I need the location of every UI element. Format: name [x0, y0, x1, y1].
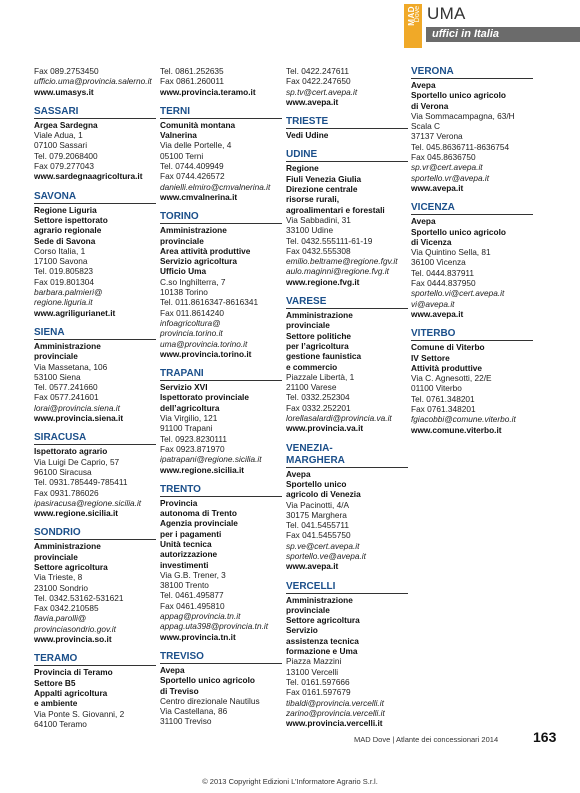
email-link[interactable]: sportello.vi@cert.avepa.it — [411, 288, 505, 299]
entry-detail-line: Via Massetana, 106 — [34, 361, 108, 372]
entry-office-name: Comune di Viterbo — [411, 342, 485, 353]
header-tab-label-dove: Dove — [414, 6, 421, 23]
entry-office-name: Settore politiche — [286, 330, 352, 341]
entry-office-name: provinciale — [34, 551, 78, 562]
entry-detail-line: Via Pacinotti, 4/A — [286, 499, 350, 510]
entry-city-heading: VERONA — [411, 66, 533, 79]
website-link[interactable]: www.provincia.va.it — [286, 423, 364, 434]
entry-city-heading: VICENZA — [411, 202, 533, 215]
entry-office-name: Regione Liguria — [34, 204, 97, 215]
website-link[interactable]: www.umasys.it — [34, 86, 94, 97]
entry-detail-line: Fax 041.5455750 — [286, 530, 351, 541]
entry-office-name: Provincia — [160, 497, 198, 508]
entry-office-name: Amministrazione — [160, 225, 227, 236]
entry-detail-line: Fax 0931.786026 — [34, 487, 99, 498]
entry-detail-line: 07100 Sassari — [34, 140, 88, 151]
entry-office-name: Direzione centrale — [286, 184, 358, 195]
entry-city-heading: TERAMO — [34, 653, 156, 666]
entry-office-name: Fiuli Venezia Giulia — [286, 173, 362, 184]
entry-office-name: Settore ispettorato — [34, 214, 108, 225]
entry-office-name: Agenzia provinciale — [160, 518, 238, 529]
entry-office-name: agroalimentari e forestali — [286, 204, 385, 215]
entry-detail-line: Fax 0332.252201 — [286, 402, 351, 413]
entry-office-name: e ambiente — [34, 698, 78, 709]
entry-detail-line: Tel. 041.5455711 — [286, 520, 350, 531]
entry-detail-line: Scala C — [411, 121, 441, 132]
entry-office-name: risorse rurali, — [286, 194, 340, 205]
directory-entry — [160, 484, 282, 642]
directory-entry — [286, 149, 408, 287]
entry-office-name: agrario regionale — [34, 225, 102, 236]
column-2 — [160, 66, 282, 736]
entry-detail-line: Tel. 0461.495877 — [160, 590, 224, 601]
website-link[interactable]: www.provincia.so.it — [34, 634, 112, 645]
entry-detail-line: Tel. 011.8616347-8616341 — [160, 297, 259, 308]
entry-city-heading: TRIESTE — [286, 116, 408, 129]
entry-detail-line: Via Luigi De Caprio, 57 — [34, 456, 120, 467]
website-link[interactable]: www.provincia.torino.it — [160, 348, 252, 359]
entry-office-name: per i pagamenti — [160, 528, 222, 539]
entry-city-heading: UDINE — [286, 149, 408, 162]
entry-city-heading: SONDRIO — [34, 527, 156, 540]
directory-entry — [160, 66, 282, 97]
entry-office-name: Vedi Udine — [286, 130, 329, 141]
entry-detail-line: Fax 0444.837950 — [411, 278, 476, 289]
email-link[interactable]: aulo.maginni@regione.fvg.it — [286, 266, 389, 277]
entry-detail-line: Fax 089.2753450 — [34, 66, 99, 76]
entry-office-name: provinciale — [34, 351, 78, 362]
entry-detail-line: Tel. 0161.597666 — [286, 676, 350, 687]
entry-office-name: autorizzazione — [160, 549, 218, 560]
entry-office-name: di Treviso — [160, 685, 199, 696]
email-link[interactable]: uma@provincia.torino.it — [160, 338, 248, 349]
entry-detail-line: Piazzale Libertà, 1 — [286, 371, 355, 382]
entry-detail-line: Corso Italia, 1 — [34, 245, 86, 256]
entry-office-name: Sportello unico agricolo — [160, 675, 255, 686]
entry-office-name: Regione — [286, 163, 319, 174]
entry-office-name: Argea Sardegna — [34, 119, 98, 130]
entry-office-name: Servizio XVI — [160, 382, 208, 393]
entry-detail-line: Tel. 0342.53162-531621 — [34, 592, 124, 603]
entry-detail-line: Tel. 0432.555111-61-19 — [286, 235, 373, 246]
entry-city-heading: VITERBO — [411, 328, 533, 341]
footer-text: MAD Dove | Atlante dei concessionari 2014 — [354, 735, 499, 744]
entry-detail-line: Fax 0761.348201 — [411, 404, 476, 415]
entry-detail-line: Fax 011.8614240 — [160, 307, 224, 318]
entry-office-name: IV Settore — [411, 352, 450, 363]
entry-city-heading: TREVISO — [160, 651, 282, 664]
email-link[interactable]: lorai@provincia.siena.it — [34, 402, 120, 413]
entry-detail-line: Tel. 0332.252304 — [286, 392, 350, 403]
entry-office-name: gestione faunistica — [286, 351, 362, 362]
entry-office-name: Sportello unico agricolo — [411, 226, 506, 237]
website-link[interactable]: www.provincia.teramo.it — [160, 86, 256, 97]
entry-detail-line: Tel. 0577.241660 — [34, 382, 98, 393]
entry-detail-line: Fax 0161.597679 — [286, 687, 351, 698]
entry-detail-line: Tel. 0444.837911 — [411, 267, 475, 278]
entry-detail-line: 17100 Savona — [34, 256, 88, 267]
entry-city-heading: SIRACUSA — [34, 432, 156, 445]
entry-detail-line: 10138 Torino — [160, 287, 208, 298]
email-link[interactable]: ufficio.uma@provincia.salerno.it — [34, 76, 152, 87]
email-link[interactable]: tibaldi@provincia.vercelli.it — [286, 697, 384, 708]
entry-office-name: Appalti agricoltura — [34, 687, 108, 698]
entry-office-name: agricolo di Venezia — [286, 489, 361, 500]
entry-office-name: Comunità montana — [160, 119, 236, 130]
entry-office-name: per l’agricoltura — [286, 340, 349, 351]
directory-entry — [286, 296, 408, 434]
entry-office-name: investimenti — [160, 559, 209, 570]
entry-detail-line: Centro direzionale Nautilus — [160, 695, 260, 706]
directory-entry — [34, 653, 156, 729]
directory-entry — [34, 191, 156, 318]
entry-detail-line: 01100 Viterbo — [411, 383, 462, 394]
entry-office-name: provinciale — [160, 235, 204, 246]
email-link[interactable]: sp.vr@cert.avepa.it — [411, 162, 483, 173]
entry-detail-line: C.so Inghilterra, 7 — [160, 276, 226, 287]
page-number: 163 — [533, 729, 557, 745]
directory-entry — [286, 116, 408, 140]
website-link[interactable]: www.provincia.vercelli.it — [286, 718, 383, 729]
entry-detail-line: Viale Adua, 1 — [34, 130, 83, 141]
entry-detail-line: 91100 Trapani — [160, 423, 213, 434]
website-link[interactable]: www.agriligurianet.it — [34, 307, 116, 318]
entry-detail-line: Via Quintino Sella, 81 — [411, 247, 491, 258]
entry-office-name: Settore agricoltura — [34, 561, 108, 572]
entry-detail-line: Fax 0861.260011 — [160, 76, 224, 87]
entry-office-name: Area attività produttive — [160, 245, 251, 256]
entry-city-heading: TRAPANI — [160, 368, 282, 381]
email-link[interactable]: appag.uta398@provincia.tn.it — [160, 621, 269, 632]
website-link[interactable]: www.regione.sicilia.it — [160, 464, 245, 475]
directory-entry — [411, 328, 533, 435]
column-1 — [34, 66, 156, 738]
entry-office-name: Servizio agricoltura — [160, 256, 238, 267]
entry-detail-line: Tel. 0744.409949 — [160, 161, 224, 172]
entry-office-name: Servizio — [286, 625, 318, 636]
entry-city-heading: SASSARI — [34, 106, 156, 119]
email-link[interactable]: fgiacobbi@comune.viterbo.it — [411, 414, 516, 425]
entry-office-name: Amministrazione — [286, 594, 353, 605]
entry-detail-line: 33100 Udine — [286, 225, 334, 236]
entry-office-name: Amministrazione — [34, 340, 101, 351]
email-link[interactable]: zarino@provincia.vercelli.it — [286, 707, 385, 718]
entry-office-name: provinciale — [286, 320, 330, 331]
email-link[interactable]: ipatrapani@regione.sicilia.it — [160, 454, 262, 465]
directory-entry — [160, 106, 282, 202]
entry-office-name: autonoma di Trento — [160, 508, 237, 519]
entry-detail-line: Fax 0744.426572 — [160, 171, 225, 182]
directory-entry — [34, 527, 156, 644]
entry-city-heading: SIENA — [34, 327, 156, 340]
directory-entry — [411, 202, 533, 319]
entry-detail-line: Piazza Mazzini — [286, 656, 342, 667]
header-tab-label-mad: MAD — [407, 6, 416, 26]
entry-detail-line: 23100 Sondrio — [34, 582, 88, 593]
entry-detail-line: Tel. 0861.252635 — [160, 66, 224, 76]
entry-office-name: Sportello unico — [286, 478, 347, 489]
entry-city-heading: SAVONA — [34, 191, 156, 204]
entry-office-name: Ispettorato provinciale — [160, 392, 249, 403]
entry-detail-line: Via Castellana, 86 — [160, 706, 228, 717]
entry-detail-line: Tel. 0422.247611 — [286, 66, 350, 76]
website-link[interactable]: www.provincia.siena.it — [34, 413, 124, 424]
email-link[interactable]: appag@provincia.tn.it — [160, 611, 241, 622]
header-subtitle: uffici in Italia — [432, 28, 500, 40]
entry-detail-line: Fax 0342.210585 — [34, 603, 99, 614]
entry-detail-line: 36100 Vicenza — [411, 257, 466, 268]
entry-detail-line: Fax 0923.871970 — [160, 443, 225, 454]
entry-detail-line: Via C. Agnesotti, 22/E — [411, 373, 492, 384]
entry-detail-line: Via Sommacampagna, 63/H — [411, 110, 515, 121]
header-title: UMA — [427, 4, 466, 23]
entry-detail-line: 64100 Teramo — [34, 718, 87, 729]
entry-office-name: Avepa — [411, 216, 436, 227]
directory-entry — [34, 106, 156, 182]
entry-office-name: Valnerina — [160, 130, 197, 141]
website-link[interactable]: www.cmvalnerina.it — [160, 191, 238, 202]
email-link[interactable]: sp.tv@cert.avepa.it — [286, 86, 358, 97]
directory-entry — [160, 368, 282, 475]
entry-office-name: Avepa — [160, 664, 185, 675]
entry-office-name: di Verona — [411, 100, 449, 111]
directory-entry — [160, 651, 282, 727]
entry-city-heading: TERNI — [160, 106, 282, 119]
entry-office-name: Provincia di Teramo — [34, 667, 113, 678]
directory-entry — [34, 432, 156, 518]
email-link[interactable]: flavia.parolli@ — [34, 613, 87, 624]
entry-detail-line: Fax 019.801304 — [34, 276, 94, 287]
website-link[interactable]: www.avepa.it — [411, 308, 464, 319]
entry-detail-line: 53100 Siena — [34, 371, 81, 382]
email-link[interactable]: sportello.ve@avepa.it — [286, 550, 366, 561]
entry-detail-line: Via Virgilio, 121 — [160, 413, 218, 424]
entry-detail-line: 30175 Marghera — [286, 509, 347, 520]
email-link[interactable]: provinciasondrio.gov.it — [34, 623, 116, 634]
email-link[interactable]: regione.liguria.it — [34, 297, 93, 308]
entry-detail-line: Fax 0461.495810 — [160, 600, 225, 611]
entry-office-name: dell’agricoltura — [160, 402, 220, 413]
email-link[interactable]: sp.ve@cert.avepa.it — [286, 540, 360, 551]
entry-detail-line: Tel. 045.8636711-8636754 — [411, 141, 510, 152]
entry-detail-line: 38100 Trento — [160, 580, 209, 591]
entry-detail-line: Tel. 0931.785449-785411 — [34, 477, 128, 488]
entry-detail-line: Tel. 0761.348201 — [411, 393, 475, 404]
entry-detail-line: Via Trieste, 8 — [34, 572, 83, 583]
entry-office-name: provinciale — [286, 604, 330, 615]
entry-city-heading: VARESE — [286, 296, 408, 309]
directory-entry — [286, 443, 408, 572]
entry-detail-line: Fax 0422.247650 — [286, 76, 351, 87]
entry-office-name: Amministrazione — [286, 310, 353, 321]
directory-entry — [34, 66, 156, 97]
website-link[interactable]: www.avepa.it — [286, 96, 339, 107]
entry-detail-line: 37137 Verona — [411, 131, 463, 142]
email-link[interactable]: sportello.vr@avepa.it — [411, 172, 490, 183]
website-link[interactable]: www.provincia.tn.it — [160, 631, 236, 642]
header-tab — [404, 4, 422, 48]
directory-entry — [34, 327, 156, 423]
email-link[interactable]: ipasiracusa@regione.sicilia.it — [34, 497, 142, 508]
entry-detail-line: 05100 Terni — [160, 150, 204, 161]
directory-entry — [286, 581, 408, 729]
entry-city-heading: TRENTO — [160, 484, 282, 497]
email-link[interactable]: provincia.torino.it — [160, 328, 223, 339]
website-link[interactable]: www.avepa.it — [411, 182, 464, 193]
entry-detail-line: 96100 Siracusa — [34, 466, 92, 477]
entry-office-name: Sede di Savona — [34, 235, 96, 246]
column-4 — [411, 66, 533, 444]
website-link[interactable]: www.regione.sicilia.it — [34, 508, 119, 519]
entry-office-name: di Vicenza — [411, 236, 452, 247]
entry-city-heading: VERCELLI — [286, 581, 408, 594]
directory-entry — [411, 66, 533, 193]
entry-office-name: formazione e Uma — [286, 646, 358, 657]
directory-entry — [286, 66, 408, 107]
entry-detail-line: 13100 Vercelli — [286, 666, 339, 677]
email-link[interactable]: barbara.palmieri@ — [34, 287, 103, 298]
entry-office-name: Ufficio Uma — [160, 266, 207, 277]
entry-detail-line: Fax 079.277043 — [34, 161, 94, 172]
email-link[interactable]: infoagricoltura@ — [160, 317, 221, 328]
entry-office-name: Settore B5 — [34, 677, 76, 688]
copyright: © 2013 Copyright Edizioni L’Informatore Agrario S.r.l. — [202, 777, 378, 786]
entry-detail-line: Tel. 0923.8230111 — [160, 433, 228, 444]
email-link[interactable]: danielli.elmiro@cmvalnerina.it — [160, 181, 271, 192]
entry-office-name: Amministrazione — [34, 541, 101, 552]
entry-office-name: Settore agricoltura — [286, 615, 360, 626]
entry-detail-line: Tel. 079.2068400 — [34, 150, 98, 161]
entry-detail-line: 31100 Treviso — [160, 716, 212, 727]
directory-entry — [160, 211, 282, 359]
entry-office-name: Unità tecnica — [160, 538, 212, 549]
entry-detail-line: Via Ponte S. Giovanni, 2 — [34, 708, 125, 719]
email-link[interactable]: lorellasalardi@provincia.va.it — [286, 413, 392, 424]
website-link[interactable]: www.comune.viterbo.it — [411, 424, 502, 435]
entry-office-name: assistenza tecnica — [286, 635, 359, 646]
entry-office-name: e commercio — [286, 361, 338, 372]
entry-office-name: Avepa — [411, 80, 436, 90]
entry-office-name: Avepa — [286, 468, 311, 479]
entry-detail-line: Via Sabbadini, 31 — [286, 214, 351, 225]
website-link[interactable]: www.avepa.it — [286, 561, 339, 572]
entry-detail-line: Via G.B. Trener, 3 — [160, 569, 226, 580]
website-link[interactable]: www.regione.fvg.it — [286, 276, 360, 287]
entry-detail-line: 21100 Varese — [286, 382, 337, 393]
entry-detail-line: Fax 0577.241601 — [34, 392, 99, 403]
entry-office-name: Sportello unico agricolo — [411, 90, 506, 101]
email-link[interactable]: vi@avepa.it — [411, 298, 455, 309]
email-link[interactable]: emilio.beltrame@regione.fgv.it — [286, 256, 398, 267]
entry-office-name: Attività produttive — [411, 362, 482, 373]
entry-city-heading: TORINO — [160, 211, 282, 224]
entry-detail-line: Tel. 019.805823 — [34, 266, 94, 277]
entry-city-heading: VENEZIA- MARGHERA — [286, 443, 408, 468]
website-link[interactable]: www.sardegnaagricoltura.it — [34, 171, 143, 182]
entry-office-name: Ispettorato agrario — [34, 446, 108, 457]
entry-detail-line: Fax 0432.555308 — [286, 245, 351, 256]
column-3 — [286, 66, 408, 737]
entry-detail-line: Via delle Portelle, 4 — [160, 140, 232, 151]
entry-detail-line: Fax 045.8636750 — [411, 152, 476, 163]
